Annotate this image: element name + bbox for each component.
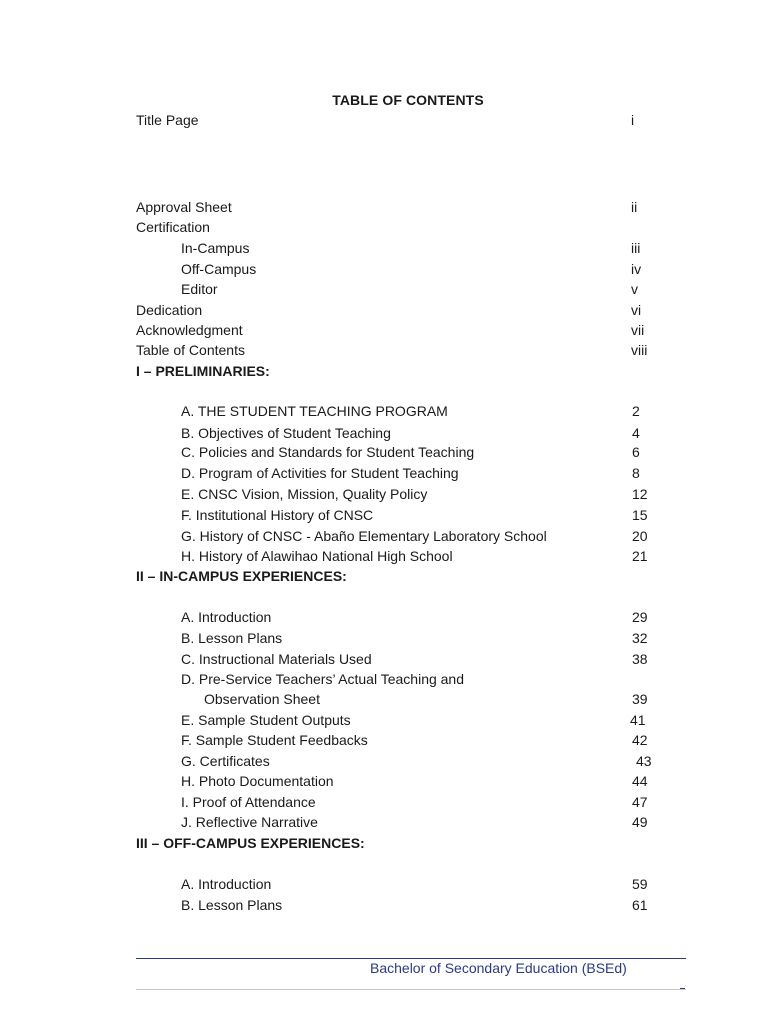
toc-title: TABLE OF CONTENTS xyxy=(332,92,484,108)
toc-section-label: II – IN-CAMPUS EXPERIENCES: xyxy=(136,568,347,584)
toc-entry-label: H. History of Alawihao National High School xyxy=(181,548,453,564)
toc-entry-page: i xyxy=(631,112,635,128)
toc-entry-label: A. THE STUDENT TEACHING PROGRAM xyxy=(181,403,448,419)
toc-entry-label: A. Introduction xyxy=(181,609,272,625)
toc-entry-label: Table of Contents xyxy=(136,342,245,358)
toc-section-label: I – PRELIMINARIES: xyxy=(136,363,270,379)
toc-entry-label: I. Proof of Attendance xyxy=(181,794,316,810)
toc-entry-label: B. Objectives of Student Teaching xyxy=(181,425,391,441)
toc-entry-page: 32 xyxy=(632,630,648,646)
toc-entry-label: Dedication xyxy=(136,302,203,318)
toc-entry-page: 41 xyxy=(630,712,646,728)
toc-entry-page: 12 xyxy=(632,486,648,502)
toc-entry-page: 39 xyxy=(632,691,648,707)
toc-entry-label: Title Page xyxy=(136,112,199,128)
toc-entry-label: C. Instructional Materials Used xyxy=(181,651,372,667)
toc-section-label: III – OFF-CAMPUS EXPERIENCES: xyxy=(136,835,365,851)
toc-entry-page: 20 xyxy=(632,528,648,544)
toc-entry-label: A. Introduction xyxy=(181,876,272,892)
toc-entry-label: C. Policies and Standards for Student Teaching xyxy=(181,444,475,460)
toc-entry-label: D. Pre-Service Teachers’ Actual Teaching and xyxy=(181,671,465,687)
footer-mark xyxy=(680,988,685,989)
toc-entry-label: F. Sample Student Feedbacks xyxy=(181,732,368,748)
toc-entry-page: 2 xyxy=(632,403,640,419)
toc-entry-page: 29 xyxy=(632,609,648,625)
toc-entry-page: 4 xyxy=(632,425,640,441)
footer-text: Bachelor of Secondary Education (BSEd) xyxy=(370,960,627,976)
toc-entry-label: In-Campus xyxy=(181,240,250,256)
toc-entry-label: B. Lesson Plans xyxy=(181,897,283,913)
toc-entry-page: 8 xyxy=(632,465,640,481)
toc-entry-label: H. Photo Documentation xyxy=(181,773,334,789)
toc-entry-page: vii xyxy=(631,322,645,338)
toc-entry-page: 21 xyxy=(632,548,648,564)
toc-entry-page: v xyxy=(631,281,638,297)
toc-entry-label: E. Sample Student Outputs xyxy=(181,712,351,728)
toc-entry-label: J. Reflective Narrative xyxy=(181,814,318,830)
toc-entry-page: ii xyxy=(631,199,638,215)
toc-entry-page: viii xyxy=(631,342,648,358)
toc-entry-page: 15 xyxy=(632,507,648,523)
toc-entry-label: D. Program of Activities for Student Teaching xyxy=(181,465,459,481)
toc-entry-label: G. History of CNSC - Abaño Elementary Laboratory School xyxy=(181,528,547,544)
toc-entry-page: iii xyxy=(631,240,641,256)
toc-entry-page: 61 xyxy=(632,897,648,913)
toc-entry-label: Certification xyxy=(136,219,210,235)
toc-entry-label: F. Institutional History of CNSC xyxy=(181,507,374,523)
toc-entry-label: G. Certificates xyxy=(181,753,270,769)
toc-entry-label: Approval Sheet xyxy=(136,199,232,215)
toc-entry-page: 44 xyxy=(632,773,648,789)
toc-entry-page: 49 xyxy=(632,814,648,830)
toc-entry-page: 6 xyxy=(632,444,640,460)
toc-entry-page: 38 xyxy=(632,651,648,667)
toc-entry-page: 47 xyxy=(632,794,648,810)
footer-rule-bottom xyxy=(136,989,686,990)
toc-entry-label: E. CNSC Vision, Mission, Quality Policy xyxy=(181,486,428,502)
toc-entry-page: 59 xyxy=(632,876,648,892)
toc-entry-page: vi xyxy=(631,302,642,318)
toc-entry-label: Off-Campus xyxy=(181,261,257,277)
toc-entry-page: iv xyxy=(631,261,642,277)
toc-entry-page: 43 xyxy=(636,753,652,769)
toc-entry-label: Observation Sheet xyxy=(204,691,320,707)
toc-entry-page: 42 xyxy=(632,732,648,748)
toc-entry-label: B. Lesson Plans xyxy=(181,630,283,646)
toc-entry-label: Acknowledgment xyxy=(136,322,243,338)
toc-entry-label: Editor xyxy=(181,281,218,297)
